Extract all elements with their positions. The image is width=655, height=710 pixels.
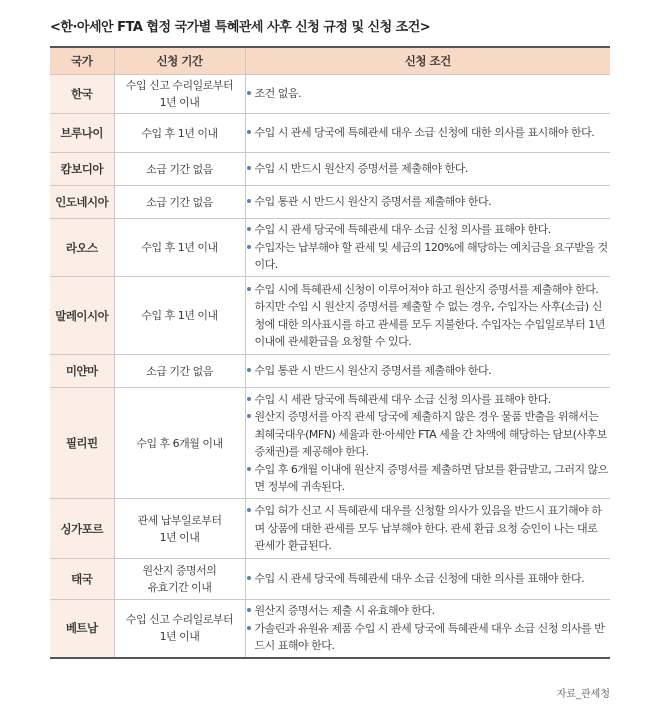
condition-cell [245,600,610,658]
country-cell: 미얀마 [50,355,114,388]
period-line: 소급 기간 없음 [146,195,213,209]
period-line: 유효기간 이내 [147,581,212,594]
condition-item: 수입 시에 특혜관세 신청이 이루어져야 하고 원산지 증명서를 제출해야 한다. 하지만 수입 시 원산지 증명서를 제출할 수 없는 경우, 수입자는 사후(소급) 신청에 대한 의사표시를 하고 관세를 모두 지불한다. 수입자는 수입일로부터 1년 이내에 관세환급을 요청할 수 있다. [246,281,611,351]
country-cell: 베트남 [50,600,114,658]
table-row [50,186,610,219]
condition-item: 수입 후 6개월 이내에 원산지 증명서를 제출하면 담보를 환급받고, 그러지 않으면 정부에 귀속된다. [246,461,611,496]
condition-item: 수입 시 세관 당국에 특혜관세 대우 소급 신청 의사를 표해야 한다. [246,391,611,409]
period-cell [114,277,245,355]
source-note: 자료_관세청 [556,689,610,700]
country-cell: 인도네시아 [50,186,114,219]
condition-item: 가솔린과 유원유 제품 수입 시 관세 당국에 특혜관세 대우 소급 신청 의사를 반드시 표해야 한다. [246,620,611,655]
table-row [50,559,610,600]
period-line: 원산지 증명서의 [142,564,217,577]
condition-item: 수입 통관 시 반드시 원산지 증명서를 제출해야 한다. [246,362,611,380]
period-line: 수입 후 6개월 이내 [136,436,223,450]
column-header-condition: 신청 조건 [245,47,610,75]
condition-item: 수입 통관 시 반드시 원산지 증명서를 제출해야 한다. [246,193,611,211]
period-line: 1년 이내 [159,96,200,109]
period-line: 1년 이내 [159,630,200,644]
period-line: 수입 신고 수리일로부터 [125,79,234,92]
period-cell [114,153,245,186]
condition-item: 수입자는 납부해야 할 관세 및 세금의 120%에 해당하는 예치금을 요구받을 것이다. [246,239,611,274]
period-cell [114,75,245,114]
table-row [50,499,610,559]
country-cell: 라오스 [50,219,114,277]
country-cell: 태국 [50,559,114,600]
condition-cell [245,186,610,219]
period-line: 1년 이내 [159,530,200,544]
period-cell [114,388,245,499]
table-row [50,75,610,114]
period-cell [114,186,245,219]
period-cell [114,559,245,600]
condition-item: 수입 허가 신고 시 특혜관세 대우를 신청할 의사가 있음을 반드시 표기해야 하며 상품에 대한 관세를 모두 납부해야 한다. 관세 환급 요청 승인이 나는 대로 관세가 환급된다. [246,502,611,555]
country-cell: 브루나이 [50,114,114,153]
table-title: <한·아세안 FTA 협정 국가별 특혜관세 사후 신청 규정 및 신청 조건> [50,20,431,35]
period-line: 수입 신고 수리일로부터 [125,613,234,627]
period-line: 소급 기간 없음 [146,364,213,378]
table-row [50,600,610,658]
period-line: 수입 후 1년 이내 [141,309,218,322]
condition-item: 원산지 증명서는 제출 시 유효해야 한다. [246,602,611,620]
period-cell [114,600,245,658]
period-line: 소급 기간 없음 [146,162,213,176]
condition-item: 수입 시 반드시 원산지 증명서를 제출해야 한다. [246,160,611,178]
country-cell: 캄보디아 [50,153,114,186]
condition-cell [245,75,610,114]
period-cell [114,114,245,153]
condition-cell [245,559,610,600]
condition-cell [245,219,610,277]
condition-cell [245,277,610,355]
table-row [50,114,610,153]
period-cell [114,499,245,559]
country-cell: 말레이시아 [50,277,114,355]
condition-item: 수입 시 관세 당국에 특혜관세 대우 소급 신청에 대한 의사를 표시해야 한다. [246,124,611,142]
condition-cell [245,388,610,499]
period-line: 수입 후 1년 이내 [141,241,218,254]
table-body [50,75,610,658]
country-cell: 한국 [50,75,114,114]
period-cell [114,219,245,277]
condition-cell [245,153,610,186]
period-line: 관세 납부일로부터 [137,513,222,527]
table-row [50,355,610,388]
table-row [50,277,610,355]
condition-cell [245,499,610,559]
condition-item: 수입 시 관세 당국에 특혜관세 대우 소급 신청 의사를 표해야 한다. [246,221,611,239]
table-row [50,153,610,186]
period-line: 수입 후 1년 이내 [141,126,218,140]
table-row [50,219,610,277]
condition-item: 조건 없음. [246,85,611,103]
column-header-country: 국가 [50,47,114,75]
condition-cell [245,114,610,153]
condition-cell [245,355,610,388]
column-header-period: 신청 기간 [114,47,245,75]
condition-item: 원산지 증명서를 아직 관세 당국에 제출하지 않은 경우 물품 반출을 위해서는 최혜국대우(MFN) 세율과 한·아세안 FTA 세율 간 차액에 해당하는 담보(사후보증채권)를 제공해야 한다. [246,408,611,461]
country-cell: 필리핀 [50,388,114,499]
country-cell: 싱가포르 [50,499,114,559]
fta-table [50,46,610,659]
table-row [50,388,610,499]
table-header [50,47,610,75]
condition-item: 수입 시 관세 당국에 특혜관세 대우 소급 신청에 대한 의사를 표해야 한다. [246,570,611,588]
period-cell [114,355,245,388]
